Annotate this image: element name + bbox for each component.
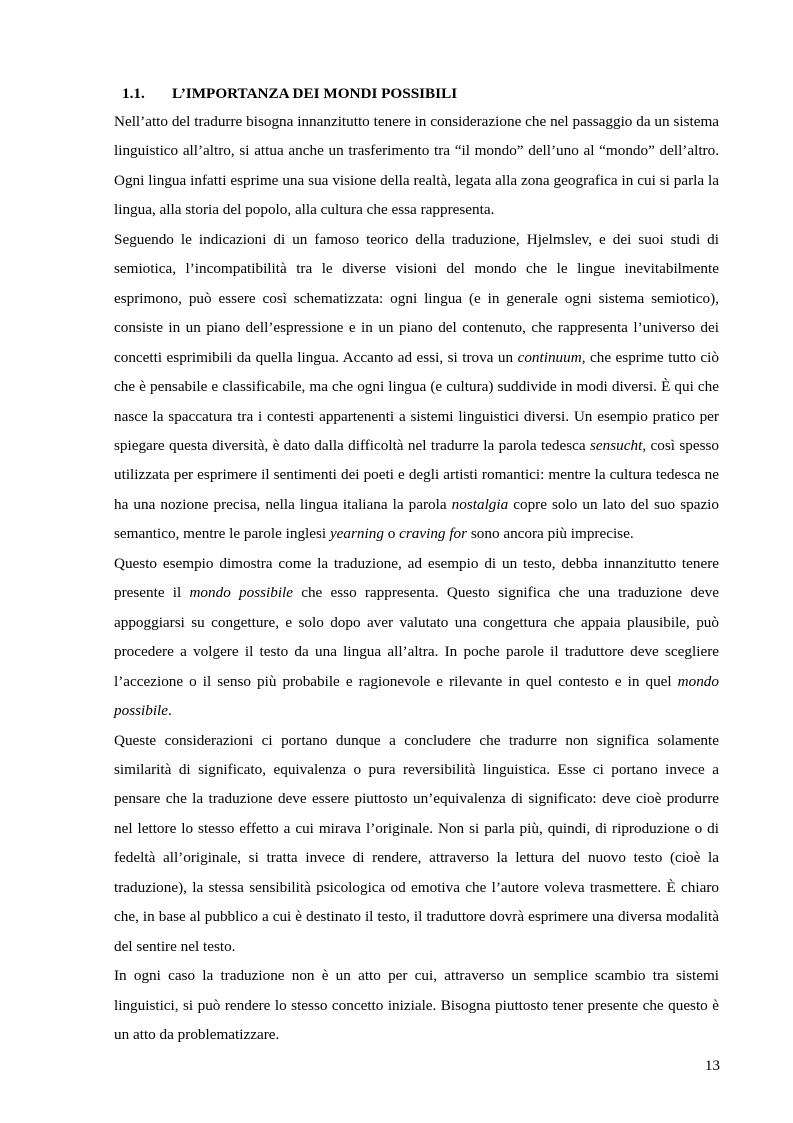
text-run: . bbox=[168, 702, 172, 720]
italic-term: yearning bbox=[329, 525, 384, 543]
text-run: copre solo un lato del suo spazio semantico, mentre le parole inglesi bbox=[114, 495, 719, 543]
page-number: 13 bbox=[704, 1057, 720, 1074]
text-run: che esso rappresenta. Questo significa che una traduzione deve appoggiarsi su congetture, e solo dopo aver valutato una congettura che appaia plausibile, può procedere a volgere il testo da una lingua all’altra. In poche parole il traduttore deve scegliere l’accezione o il senso più probabile e ragionevole e rilevante in quel contesto e in quel bbox=[114, 584, 719, 690]
text-run: , così spesso utilizzata per esprimere il sentimenti dei poeti e degli artisti romantici: mentre la cultura tedesca ne ha una nozione precisa, nella lingua italiana la parola bbox=[114, 436, 720, 513]
section-title: L’IMPORTANZA DEI MONDI POSSIBILI bbox=[172, 85, 458, 102]
section-heading bbox=[122, 84, 457, 104]
paragraph bbox=[114, 549, 719, 726]
italic-term: craving for bbox=[399, 525, 468, 543]
text-run: , che esprime tutto ciò che è pensabile e classificabile, ma che ogni lingua (e cultura) suddivide in modi diversi. È qui che nasce la spaccatura tra i contesti appartenenti a sistemi linguistici diversi. Un esempio pratico per spiegare questa diversità, è dato dalla difficoltà nel tradurre la parola tedesca bbox=[114, 348, 719, 454]
paragraph bbox=[114, 961, 719, 1049]
text-run: Seguendo le indicazioni di un famoso teorico della traduzione, Hjelmslev, e dei suoi studi di semiotica, l’incompatibilità tra le diverse visioni del mondo che le lingue inevitabilmente esprimono, può essere così schematizzata: ogni lingua (e in generale ogni sistema semiotico), consiste in un piano dell’espressione e in un piano del contenuto, che rappresenta l’universo dei concetti esprimibili da quella lingua. Accanto ad essi, si trova un bbox=[114, 230, 719, 366]
italic-term: mondo possibile bbox=[114, 672, 719, 720]
text-run: Nell’atto del tradurre bisogna innanzitutto tenere in considerazione che nel passaggio da un sistema linguistico all’altro, si attua anche un trasferimento tra “il mondo” dell’uno al “mondo” dell’altro. Ogni lingua infatti esprime una sua visione della realtà, legata alla zona geografica in cui si parla la lingua, alla storia del popolo, alla cultura che essa rappresenta. bbox=[114, 113, 719, 219]
italic-term: sensucht bbox=[590, 436, 643, 454]
paragraph bbox=[114, 225, 719, 549]
body-text bbox=[114, 107, 719, 1050]
paragraph bbox=[114, 107, 719, 225]
text-run: Queste considerazioni ci portano dunque a concludere che tradurre non significa solamente similarità di significato, equivalenza o pura reversibilità linguistica. Esse ci portano invece a pensare che la traduzione deve essere piuttosto un’equivalenza di significato: deve cioè produrre nel lettore lo stesso effetto a cui mirava l’originale. Non si parla più, quindi, di riproduzione o di fedeltà all’originale, si tratta invece di rendere, attraverso la lettura del nuovo testo (cioè la traduzione), la stessa sensibilità psicologica od emotiva che l’autore voleva trasmettere. È chiaro che, in base al pubblico a cui è destinato il testo, il traduttore dovrà esprimere una diversa modalità del sentire nel testo. bbox=[114, 731, 719, 955]
italic-term: mondo possibile bbox=[189, 584, 294, 602]
italic-term: continuum bbox=[517, 348, 582, 366]
section-number: 1.1. bbox=[122, 85, 145, 102]
text-run: In ogni caso la traduzione non è un atto per cui, attraverso un semplice scambio tra sistemi linguistici, si può rendere lo stesso concetto iniziale. Bisogna piuttosto tener presente che questo è un atto da problematizzare. bbox=[114, 967, 719, 1044]
text-run: o bbox=[383, 525, 400, 543]
italic-term: nostalgia bbox=[451, 495, 509, 513]
paragraph bbox=[114, 726, 719, 962]
text-run: Questo esempio dimostra come la traduzione, ad esempio di un testo, debba innanzitutto tenere presente il bbox=[114, 554, 719, 602]
text-run: sono ancora più imprecise. bbox=[467, 525, 634, 543]
